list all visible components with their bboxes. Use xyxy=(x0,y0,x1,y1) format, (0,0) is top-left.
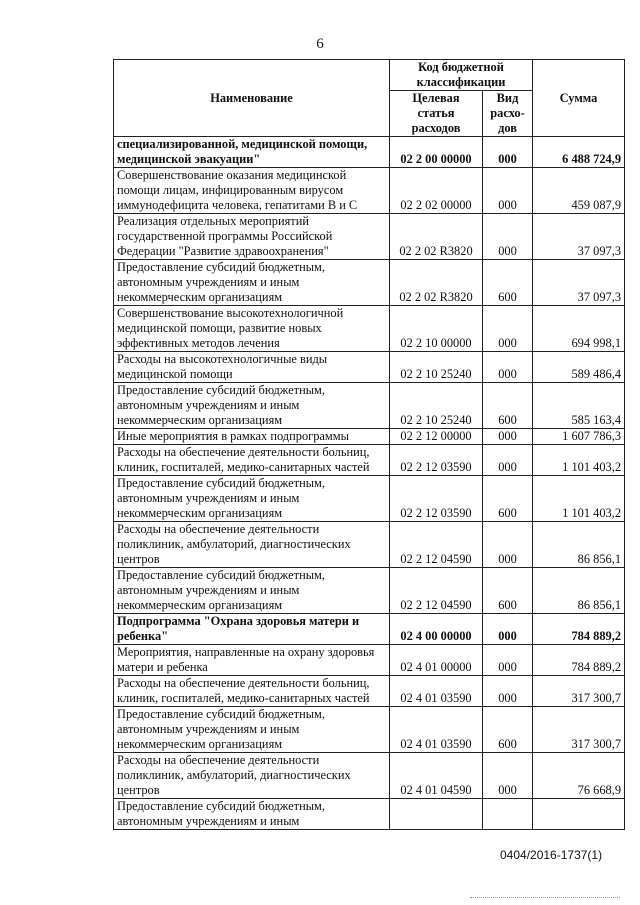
row-name: Предоставление субсидий бюджетным, автономным учреждениям и иным некоммерческим организациям xyxy=(114,707,390,753)
row-sum: 784 889,2 xyxy=(533,614,625,645)
row-target-article: 02 4 01 03590 xyxy=(390,676,483,707)
table-row xyxy=(114,383,625,429)
row-name: Расходы на высокотехнологичные виды медицинской помощи xyxy=(114,352,390,383)
row-expense-type: 000 xyxy=(483,306,533,352)
row-expense-type: 000 xyxy=(483,214,533,260)
row-target-article: 02 2 02 R3820 xyxy=(390,214,483,260)
row-name: специализированной, медицинской помощи, медицинской эвакуации" xyxy=(114,137,390,168)
row-name: Мероприятия, направленные на охрану здоровья матери и ребенка xyxy=(114,645,390,676)
row-sum: 317 300,7 xyxy=(533,707,625,753)
row-name: Совершенствование оказания медицинской помощи лицам, инфицированным вирусом иммунодефицита человека, гепатитами B и C xyxy=(114,168,390,214)
bottom-rule xyxy=(470,897,620,899)
row-expense-type: 000 xyxy=(483,522,533,568)
row-target-article: 02 2 12 04590 xyxy=(390,522,483,568)
row-sum: 1 607 786,3 xyxy=(533,429,625,445)
table-row xyxy=(114,445,625,476)
row-name: Расходы на обеспечение деятельности поликлиник, амбулаторий, диагностических центров xyxy=(114,753,390,799)
row-target-article: 02 2 12 03590 xyxy=(390,476,483,522)
table-body xyxy=(114,137,625,830)
header-sum: Сумма xyxy=(533,60,625,137)
header-name: Наименование xyxy=(114,60,390,137)
row-target-article: 02 2 02 00000 xyxy=(390,168,483,214)
table-row xyxy=(114,306,625,352)
row-expense-type: 000 xyxy=(483,445,533,476)
row-target-article: 02 2 12 03590 xyxy=(390,445,483,476)
table-row xyxy=(114,707,625,753)
row-name: Предоставление субсидий бюджетным, автономным учреждениям и иным xyxy=(114,799,390,830)
row-expense-type: 000 xyxy=(483,137,533,168)
row-name: Реализация отдельных мероприятий государственной программы Российской Федерации "Развитие здравоохранения" xyxy=(114,214,390,260)
table-row xyxy=(114,614,625,645)
table-row xyxy=(114,260,625,306)
table-row xyxy=(114,214,625,260)
row-expense-type: 000 xyxy=(483,352,533,383)
row-target-article: 02 2 12 00000 xyxy=(390,429,483,445)
row-sum: 784 889,2 xyxy=(533,645,625,676)
row-name: Расходы на обеспечение деятельности больниц, клиник, госпиталей, медико-санитарных частей xyxy=(114,676,390,707)
table-row xyxy=(114,568,625,614)
row-sum: 37 097,3 xyxy=(533,214,625,260)
document-code: 0404/2016-1737(1) xyxy=(500,848,603,862)
row-name: Предоставление субсидий бюджетным, автономным учреждениям и иным некоммерческим организациям xyxy=(114,383,390,429)
row-name: Предоставление субсидий бюджетным, автономным учреждениям и иным некоммерческим организациям xyxy=(114,568,390,614)
row-expense-type: 600 xyxy=(483,568,533,614)
header-classification: Код бюджетной классификации xyxy=(390,60,533,91)
header-expense-type: Вид расхо- дов xyxy=(483,91,533,137)
row-name: Расходы на обеспечение деятельности поликлиник, амбулаторий, диагностических центров xyxy=(114,522,390,568)
row-expense-type: 000 xyxy=(483,753,533,799)
row-sum: 76 668,9 xyxy=(533,753,625,799)
table-header xyxy=(114,60,625,137)
row-expense-type: 600 xyxy=(483,476,533,522)
table-row xyxy=(114,352,625,383)
table-row xyxy=(114,137,625,168)
row-name: Предоставление субсидий бюджетным, автономным учреждениям и иным некоммерческим организациям xyxy=(114,260,390,306)
row-target-article: 02 2 10 25240 xyxy=(390,352,483,383)
row-expense-type: 000 xyxy=(483,168,533,214)
budget-table xyxy=(113,59,625,830)
table-row xyxy=(114,476,625,522)
table-row xyxy=(114,799,625,830)
row-name: Предоставление субсидий бюджетным, автономным учреждениям и иным некоммерческим организациям xyxy=(114,476,390,522)
page-number: 6 xyxy=(316,36,324,52)
row-sum: 459 087,9 xyxy=(533,168,625,214)
row-expense-type: 600 xyxy=(483,707,533,753)
row-expense-type: 000 xyxy=(483,645,533,676)
row-name: Совершенствование высокотехнологичной медицинской помощи, развитие новых эффективных методов лечения xyxy=(114,306,390,352)
row-sum: 1 101 403,2 xyxy=(533,476,625,522)
row-sum: 86 856,1 xyxy=(533,568,625,614)
row-target-article: 02 4 01 03590 xyxy=(390,707,483,753)
row-sum: 37 097,3 xyxy=(533,260,625,306)
row-target-article: 02 4 01 04590 xyxy=(390,753,483,799)
table-row xyxy=(114,676,625,707)
row-target-article: 02 4 00 00000 xyxy=(390,614,483,645)
table-row xyxy=(114,645,625,676)
header-target-article: Целевая статья расходов xyxy=(390,91,483,137)
row-sum: 317 300,7 xyxy=(533,676,625,707)
row-expense-type xyxy=(483,799,533,830)
row-expense-type: 000 xyxy=(483,429,533,445)
row-expense-type: 000 xyxy=(483,614,533,645)
row-sum: 585 163,4 xyxy=(533,383,625,429)
row-expense-type: 600 xyxy=(483,260,533,306)
table-row xyxy=(114,168,625,214)
row-name: Расходы на обеспечение деятельности больниц, клиник, госпиталей, медико-санитарных частей xyxy=(114,445,390,476)
row-sum: 1 101 403,2 xyxy=(533,445,625,476)
table-row xyxy=(114,522,625,568)
row-sum: 86 856,1 xyxy=(533,522,625,568)
table-row xyxy=(114,753,625,799)
row-target-article: 02 2 02 R3820 xyxy=(390,260,483,306)
row-name: Иные мероприятия в рамках подпрограммы xyxy=(114,429,390,445)
row-sum: 6 488 724,9 xyxy=(533,137,625,168)
row-target-article: 02 2 12 04590 xyxy=(390,568,483,614)
row-target-article: 02 2 10 25240 xyxy=(390,383,483,429)
row-expense-type: 000 xyxy=(483,676,533,707)
row-target-article: 02 2 10 00000 xyxy=(390,306,483,352)
row-target-article: 02 2 00 00000 xyxy=(390,137,483,168)
row-name: Подпрограмма "Охрана здоровья матери и ребенка" xyxy=(114,614,390,645)
row-sum: 694 998,1 xyxy=(533,306,625,352)
row-sum: 589 486,4 xyxy=(533,352,625,383)
row-expense-type: 600 xyxy=(483,383,533,429)
row-target-article xyxy=(390,799,483,830)
row-sum xyxy=(533,799,625,830)
table-row xyxy=(114,429,625,445)
row-target-article: 02 4 01 00000 xyxy=(390,645,483,676)
